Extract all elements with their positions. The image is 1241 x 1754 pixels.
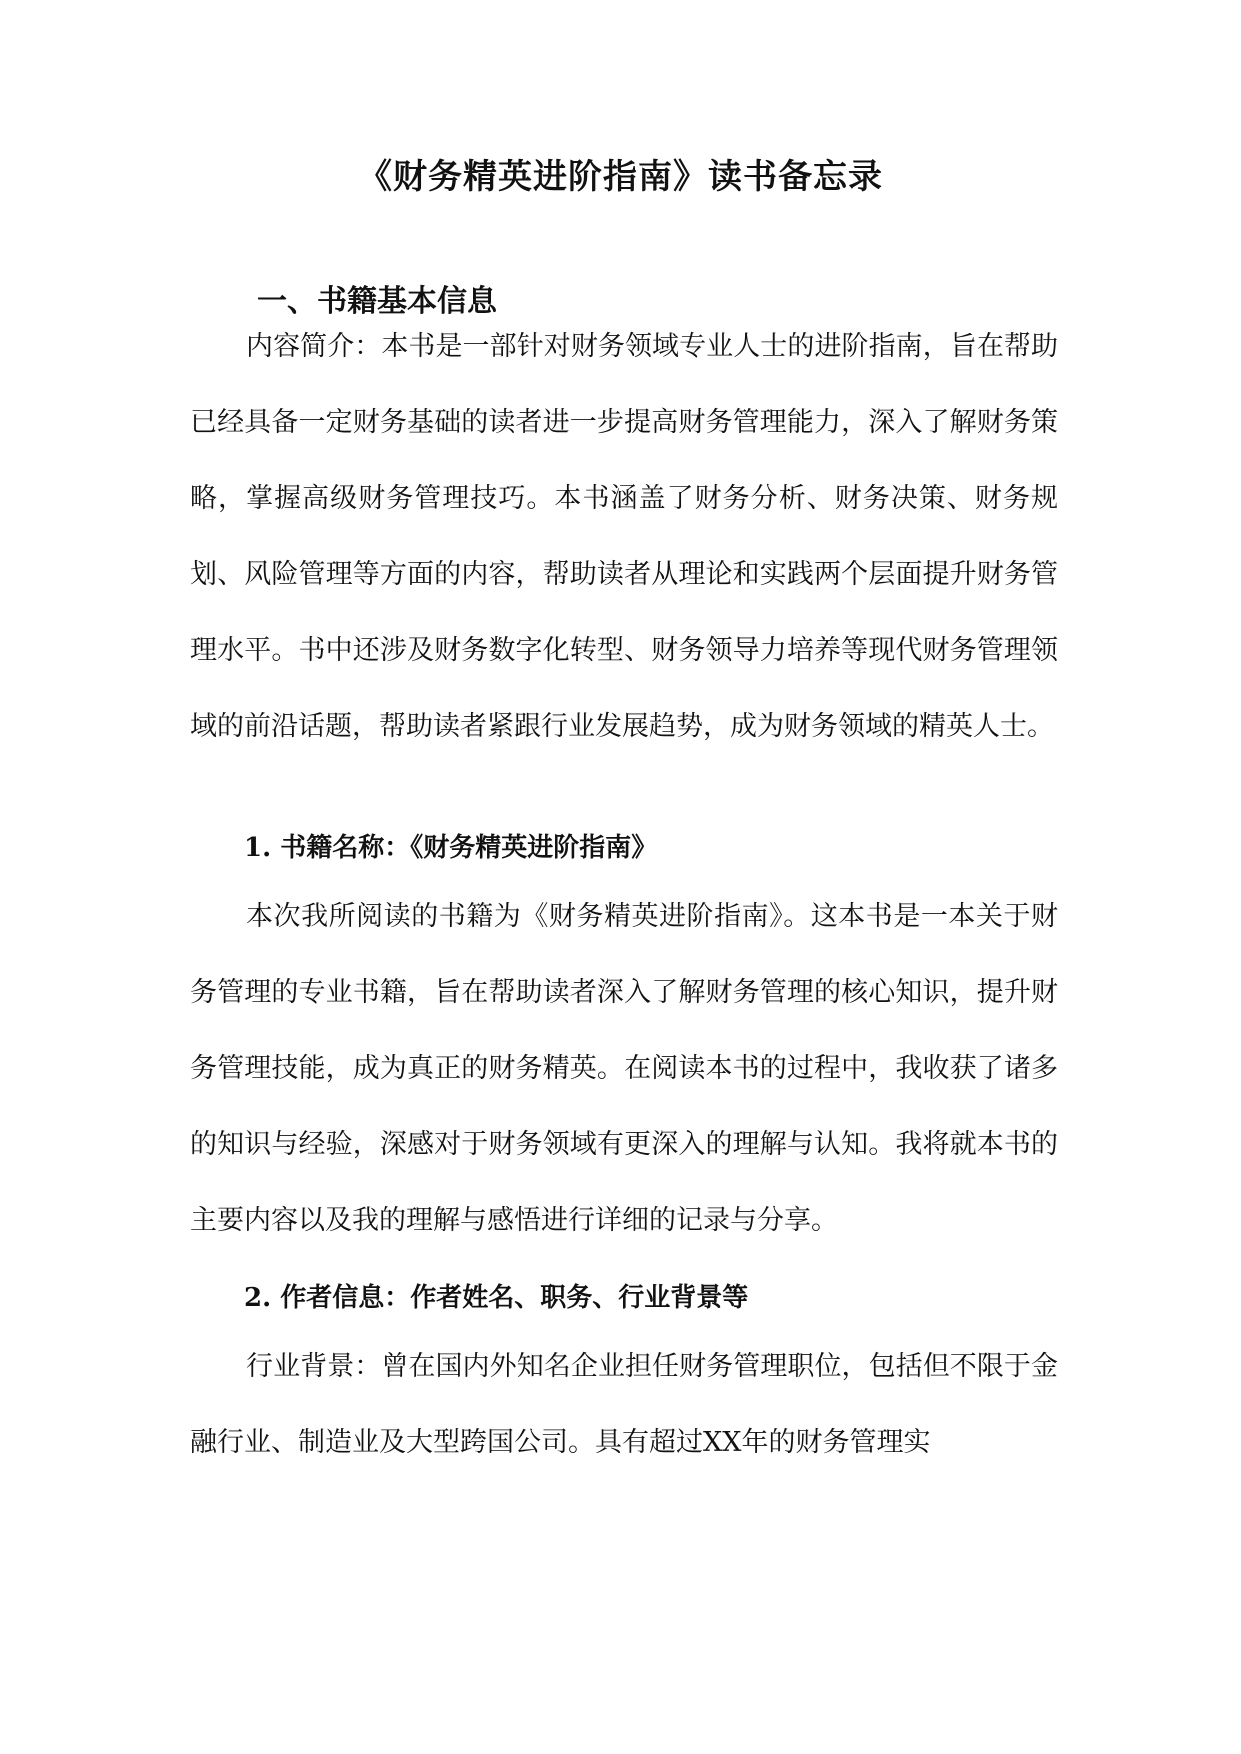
intro-paragraph: 内容简介：本书是一部针对财务领域专业人士的进阶指南，旨在帮助已经具备一定财务基础的读者进一步提高财务管理能力，深入了解财务策略，掌握高级财务管理技巧。本书涵盖了财务分析、财务决策、财务规划、风险管理等方面的内容，帮助读者从理论和实践两个层面提升财务管理水平。书中还涉及财务数字化转型、财务领导力培养等现代财务管理领域的前沿话题，帮助读者紧跟行业发展趋势，成为财务领域的精英人士。 [190,331,1058,742]
author-info-paragraph: 行业背景：曾在国内外知名企业担任财务管理职位，包括但不限于金融行业、制造业及大型跨国公司。具有超过XX年的财务管理实 [190,1351,1058,1458]
book-name-paragraph: 本次我所阅读的书籍为《财务精英进阶指南》。这本书是一本关于财务管理的专业书籍，旨在帮助读者深入了解财务管理的核心知识，提升财务管理技能，成为真正的财务精英。在阅读本书的过程中，我收获了诸多的知识与经验，深感对于财务领域有更深入的理解与认知。我将就本书的主要内容以及我的理解与感悟进行详细的记录与分享。 [190,901,1058,1236]
item-heading-book-name: 1. 书籍名称：《财务精英进阶指南》 [244,833,658,863]
section-heading-basic-info: 一、书籍基本信息 [257,284,497,319]
document-title: 《财务精英进阶指南》读书备忘录 [358,157,883,197]
item-heading-author-info: 2. 作者信息：作者姓名、职务、行业背景等 [244,1283,749,1313]
